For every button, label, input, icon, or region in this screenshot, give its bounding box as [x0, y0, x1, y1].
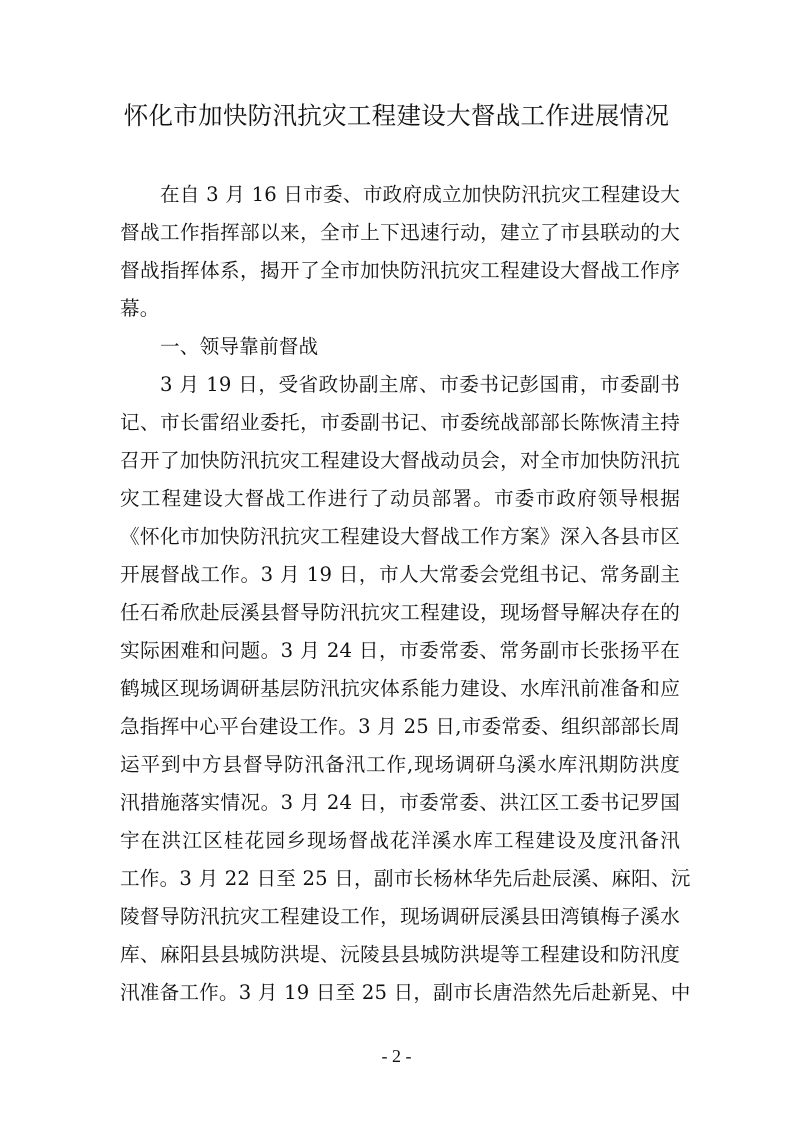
paragraph-line: 开展督战工作。3 月 19 日，市人大常委会党组书记、常务副主	[120, 563, 680, 586]
paragraph-line: 幕。	[120, 297, 160, 320]
paragraph-line: 召开了加快防汛抗灾工程建设大督战动员会，对全市加快防汛抗	[120, 449, 680, 472]
page-number: - 2 -	[381, 1046, 412, 1066]
paragraph-line: 3 月 19 日，受省政协副主席、市委书记彭国甫，市委副书	[160, 373, 680, 396]
paragraph-line: 任石希欣赴辰溪县督导防汛抗灾工程建设，现场督导解决存在的	[120, 601, 680, 624]
paragraph-line: 工作。3 月 22 日至 25 日，副市长杨林华先后赴辰溪、麻阳、沅	[120, 867, 691, 890]
paragraph-line: 记、市长雷绍业委托，市委副书记、市委统战部部长陈恢清主持	[120, 411, 680, 434]
paragraph-line: 鹤城区现场调研基层防汛抗灾体系能力建设、水库汛前准备和应	[120, 677, 680, 700]
paragraph-line: 汛准备工作。3 月 19 日至 25 日，副市长唐浩然先后赴新晃、中	[120, 981, 691, 1004]
paragraph-line: 《怀化市加快防汛抗灾工程建设大督战工作方案》深入各县市区	[120, 525, 680, 548]
paragraph-line: 宇在洪江区桂花园乡现场督战花洋溪水库工程建设及度汛备汛	[120, 829, 680, 852]
paragraph-line: 督战工作指挥部以来，全市上下迅速行动，建立了市县联动的大	[120, 221, 680, 244]
paragraph-line: 灾工程建设大督战工作进行了动员部署。市委市政府领导根据	[120, 487, 680, 510]
document-body	[120, 176, 691, 1012]
paragraph-line: 督战指挥体系，揭开了全市加快防汛抗灾工程建设大督战工作序	[120, 259, 680, 282]
paragraph-line: 在自 3 月 16 日市委、市政府成立加快防汛抗灾工程建设大	[160, 183, 680, 206]
paragraph-line: 实际困难和问题。3 月 24 日，市委常委、常务副市长张扬平在	[120, 639, 680, 662]
paragraph-line: 运平到中方县督导防汛备汛工作,现场调研乌溪水库汛期防洪度	[120, 753, 680, 776]
section-heading: 一、领导靠前督战	[160, 335, 319, 358]
paragraph-line: 陵督导防汛抗灾工程建设工作，现场调研辰溪县田湾镇梅子溪水	[120, 905, 680, 928]
paragraph-line: 库、麻阳县县城防洪堤、沅陵县县城防洪堤等工程建设和防汛度	[120, 943, 680, 966]
paragraph-line: 汛措施落实情况。3 月 24 日，市委常委、洪江区工委书记罗国	[120, 791, 680, 814]
document-title: 怀化市加快防汛抗灾工程建设大督战工作进展情况	[123, 101, 670, 130]
paragraph-line: 急指挥中心平台建设工作。3 月 25 日,市委常委、组织部部长周	[120, 715, 680, 738]
